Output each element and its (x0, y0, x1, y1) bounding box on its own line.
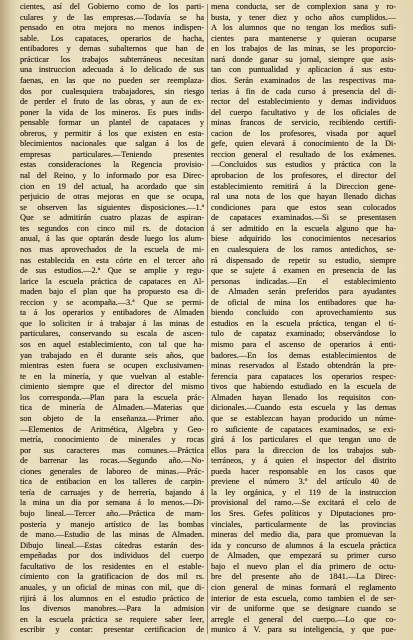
text-line: particulares, conservando su escala de ascen- (20, 329, 204, 339)
text-line: estudios en la escuela práctica, tengan el tí- (211, 318, 396, 328)
text-line: larice la escuela práctica de capataces en Al- (20, 276, 204, 286)
text-line: entibadores y demas subalternos que han de (20, 44, 204, 54)
text-line: que se establezcan hayan producido un núme- (211, 413, 396, 423)
text-line: bujo lineal.—Tercer año.—Práctica de mam- (20, 509, 204, 518)
text-line: biese adquirido los conocimientos necesarios (211, 234, 396, 244)
text-line: gefe, quien elevará á conocimiento de la Di- (211, 139, 396, 149)
text-line: faenas, en las que no pueden ser reemplaza- (20, 75, 204, 85)
text-line: Almaden hayan llenado los requisitos con- (211, 392, 396, 402)
text-line: en cualesquiera de los ramos antedichos, se- (211, 244, 396, 254)
text-line: los corresponda.—Plan para la escuela prác- (20, 392, 204, 402)
text-line: tería de carruajes y de herrería, bajando á (20, 487, 204, 497)
text-line: rá dispensado de repetir su estudio, siempre (211, 255, 396, 265)
text-line: dos por cualesquiera trabajadores, sin riesgo (20, 86, 204, 96)
text-line: A los alumnos que no tengan los medios sufi- (211, 23, 396, 33)
text-line: de mano.—Estudio de las minas de Almaden. (20, 530, 204, 540)
text-line: perjuicio de otras mejoras en que se ocupa, (20, 192, 204, 202)
text-column-left (20, 2, 204, 636)
text-line: cientes, así del Gobierno como de los parti- (20, 2, 204, 11)
text-line: del cuerpo facultativo y de los oficiales de (211, 107, 396, 117)
text-line: badores.—En los demas establecimientos de (211, 350, 396, 360)
text-line: reccion general el resultado de los exámenes. (211, 149, 396, 159)
text-line: pensado en otra mejora no menos indispen- (20, 23, 204, 33)
text-line: blecimientos nacionales que salgan á los de (20, 139, 204, 149)
text-line: ida y concurso de alumnos á la escuela práctica (211, 540, 396, 550)
text-line: terráneos, y á quien el inspector del distrito (211, 456, 396, 466)
text-line: bre del presente año de 1841.—La Direc- (211, 572, 396, 582)
text-line: ral una nota de los que hayan llenado dichas (211, 192, 396, 202)
text-line: empresas particulares.—Teniendo presentes (20, 149, 204, 159)
text-line: sos en aquel establecimiento, con tal que ha- (20, 340, 204, 349)
text-line: establecimiento remitirá á la Direccion gene- (211, 181, 396, 191)
text-line: biendo concluido con aprovechamiento sus (211, 308, 396, 318)
text-line: provisional del ramo.—Se excitará el celo de (211, 498, 396, 508)
text-line: nal del Reino, y lo informado por esa Direc- (20, 171, 204, 180)
text-line: cimiento con la gratificacion de dos mil rs. (20, 572, 204, 582)
text-line: yan trabajado en él durante seis años, que (20, 350, 204, 360)
text-line: de sus estudios.—2.ª Que se amplie y regu- (20, 266, 204, 276)
text-line: reccion y se acompaña.—3.ª Que se permi- (20, 297, 204, 307)
text-line: de Almaden, que empezará su primer curso (211, 551, 396, 561)
text-line: en la escuela práctica se requiere saber leer, (20, 614, 204, 624)
text-line: cacion de los profesores, visada por aquel (211, 128, 396, 138)
page-edge-shadow (0, 0, 13, 640)
text-line: —Concluidos sus estudios y práctica con la (211, 160, 396, 170)
text-line: personas indicadas.—En el establecimiento (211, 276, 396, 286)
text-line: poner la vida de los mineros. Es pues indis- (20, 107, 204, 117)
text-line: por sus caracteres mas comunes.—Práctica (20, 445, 204, 455)
text-line: bajo el nuevo plan el dia primero de octu- (211, 561, 396, 571)
text-line: minas reservados al Estado obtendrán la pre- (211, 361, 396, 371)
text-line: minas francos de servicio, recibiendo certifi- (211, 118, 396, 128)
text-line: los Sres. Gefes políticos y Diputaciones pro- (211, 509, 396, 518)
text-line: mineras del medio dia, para que promuevan la (211, 530, 396, 540)
text-line: ferencia para capataces los operarios respec- (211, 371, 396, 381)
text-line: nos mas aprovechados de la escuela de mi- (20, 244, 204, 254)
text-line: pensable formar un plantel de capataces y (20, 118, 204, 128)
text-line: terias á fin de cada curso á presencia del di- (211, 86, 396, 96)
text-line: maden bajo el plan que ha propuesto esa di- (20, 287, 204, 297)
text-line: dicionales.—Cuando esta escuela y las demas (211, 403, 396, 413)
text-line: busta, y tener diez y ocho años cumplidos.— (211, 12, 396, 22)
text-line: metría, conocimiento de minerales y rocas (20, 435, 204, 445)
text-line: facultativo de los residentes en el estable- (20, 561, 204, 571)
text-line: cion general de minas formará el reglamento (211, 582, 396, 592)
text-line: ta á los operarios y entibadores de Almaden (20, 308, 204, 318)
text-line: tan con puntualidad y aplicacion á sus estu- (211, 65, 396, 75)
text-line: obreros, y permitir á los que existen en esta- (20, 128, 204, 138)
text-line: los diversos manobres.—Para la admision (20, 604, 204, 614)
text-line: te en la minería, y que vuelvan al estable- (20, 371, 204, 381)
text-line: culares y de las empresas.—Todavía se ha (20, 12, 204, 22)
text-line: anuales, y un oficial de minas con mil, que di- (20, 582, 204, 592)
text-line: vinciales, particularmente de las provincias (211, 519, 396, 529)
text-line: Que se admitirán cuatro plazas de aspiran- (20, 213, 204, 223)
text-line: aprobacion de los profesores, el director del (211, 171, 396, 180)
text-line: de perder el fruto de las obras, y aun de ex- (20, 97, 204, 107)
text-line: de oficial de mina los entibadores que ha- (211, 297, 396, 307)
text-line: que se sujete á examen en presencia de las (211, 266, 396, 276)
text-column-right (211, 2, 396, 636)
text-line: cion en 19 del actual, ha acordado que sin (20, 181, 204, 191)
text-line: pueda hacer responsable en los casos que (211, 466, 396, 476)
text-line: nará donde ganar su jornal, siempre que asis- (211, 54, 396, 64)
text-line: interior de esta escuela, como tambien el de ser- (211, 593, 396, 603)
text-line: girá á los particulares el que tengan uno de (211, 435, 396, 445)
text-line: ro suficiente de capataces examinados, se exi- (211, 424, 396, 434)
text-line: rijirá á los alumnos en el estudio práctico de (20, 593, 204, 603)
text-line: nas establecida en esta córte en el tercer año (20, 255, 204, 265)
text-line: se observen las siguientes disposiciones.—1.ª (20, 202, 204, 212)
column-divider (207, 4, 208, 634)
text-line: cientes para mantenerse y quieran ocuparse (211, 33, 396, 43)
text-line: mena conducta, ser de complexion sana y ro- (211, 2, 396, 11)
text-line: dios. Serán examinados de las respectivas ma- (211, 75, 396, 85)
text-line: sable. Los capataces, operarios de hacha, (20, 33, 204, 43)
text-line: son objeto de la enseñanza.—Primer año. (20, 413, 204, 423)
text-line: la mina un dia por semana á lo menos.—Di- (20, 498, 204, 508)
text-line: mismo para el ascenso de operarios á enti- (211, 340, 396, 349)
text-line: vir de uniforme que se designare cuando se (211, 604, 396, 614)
text-line: que lo soliciten ir á trabajar á las minas de (20, 318, 204, 328)
text-line: —Elementos de Aritmética, Algebra y Geo- (20, 424, 204, 434)
text-line: munico á V. para su inteligencia, y que pue- (211, 625, 396, 635)
text-line: rector del establecimiento y demas individuos (211, 97, 396, 107)
text-line: tica de entibacion en los talleres de carpin- (20, 477, 204, 487)
text-line: tulo de capataz examinado; observándose lo (211, 329, 396, 339)
text-line: una instruccion adecuada á lo delicado de sus (20, 65, 204, 75)
text-line: tes segundos con cinco mil rs. de dotacion (20, 223, 204, 233)
text-line: ciones generales de laboreo de minas.—Prác- (20, 466, 204, 476)
text-line: á ser admitido en la escuela alguno que ha- (211, 223, 396, 233)
text-line: en los trabajos de las minas, se les proporcio- (211, 44, 396, 54)
text-line: de Almaden serán preferidos para ayudantes (211, 287, 396, 297)
text-line: ellos para la direccion de los trabajos sub- (211, 445, 396, 455)
text-line: de barrenar las rocas.—Segundo año.—No- (20, 456, 204, 466)
text-line: anual, á las que optarán desde luego los alum- (20, 234, 204, 244)
text-line: postería y manejo artístico de las bombas (20, 519, 204, 529)
text-line: Dibujo lineal.—Estas cátedras estarán des- (20, 540, 204, 550)
text-line: la ley orgánica, y el 119 de la instruccion (211, 487, 396, 497)
text-line: tica de minería de Almaden.—Materias que (20, 403, 204, 413)
text-line: arregle el general del cuerpo.—Lo que co- (211, 614, 396, 624)
text-line: previene el número 3.º del artículo 40 de (211, 477, 396, 487)
text-line: tivos que habiendo estudiado en la escuela de (211, 382, 396, 392)
text-line: mientras esten fuera se ocupen exclusivamen- (20, 361, 204, 371)
text-line: escribir y contar: presentar certificacion de (20, 625, 204, 635)
text-line: prácticar los trabajos subterráneos necesitan (20, 54, 204, 64)
text-line: estas consideraciones la Regencia provisio- (20, 160, 204, 170)
text-line: empeñadas por dos individuos del cuerpo (20, 551, 204, 561)
text-line: condiciones para que estos sean colocados (211, 202, 396, 212)
text-line: de capataces examinados.—Si se presentasen (211, 213, 396, 223)
text-line: cimiento siempre que el director del mismo (20, 382, 204, 392)
